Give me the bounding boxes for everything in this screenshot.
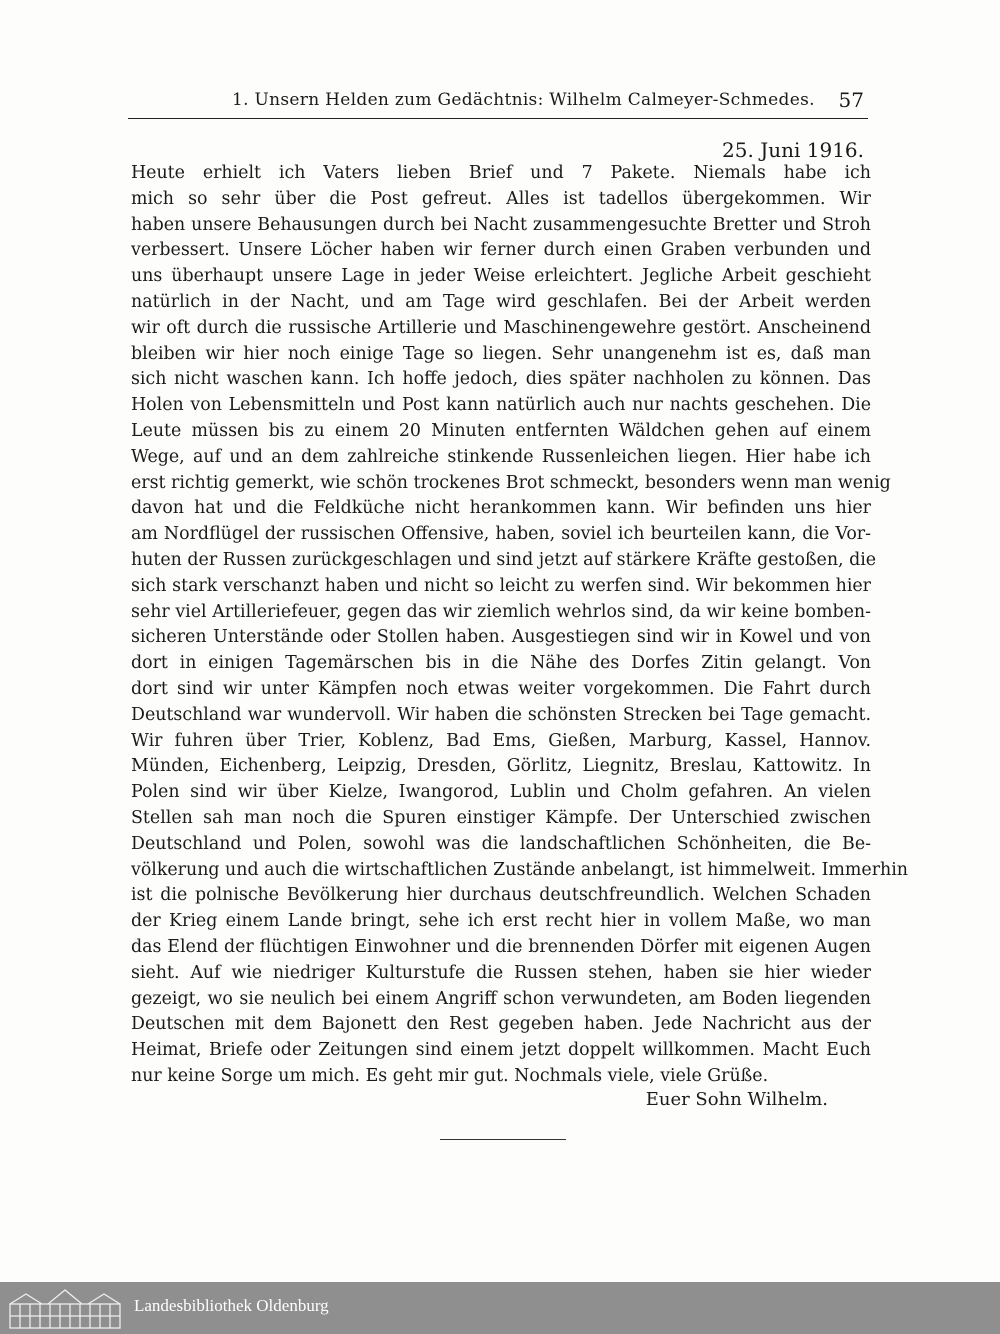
text-line: sicheren Unterstände oder Stollen haben. Ausgestiegen sind wir in Kowel und von — [131, 627, 871, 648]
running-header — [128, 88, 868, 118]
letter-date: 25. Juni 1916. — [722, 138, 864, 162]
text-line: Stellen sah man noch die Spuren einstiger Kämpfe. Der Unterschied zwischen — [131, 807, 871, 828]
text-line: Wege, auf und an dem zahlreiche stinkende Russenleichen liegen. Hier habe ich — [131, 446, 871, 467]
closing-rule — [440, 1139, 566, 1140]
text-line: mich so sehr über die Post gefreut. Alles ist tadellos übergekommen. Wir — [131, 188, 871, 209]
text-line: davon hat und die Feldküche nicht herankommen kann. Wir befinden uns hier — [131, 498, 871, 519]
text-line: Leute müssen bis zu einem 20 Minuten entfernten Wäldchen gehen auf einem — [131, 420, 871, 441]
text-line: natürlich in der Nacht, und am Tage wird geschlafen. Bei der Arbeit werden — [131, 291, 871, 312]
text-line: uns überhaupt unsere Lage in jeder Weise erleichtert. Jegliche Arbeit geschieht — [131, 266, 871, 287]
text-line: das Elend der flüchtigen Einwohner und die brennenden Dörfer mit eigenen Augen — [131, 936, 871, 957]
library-building-icon — [6, 1286, 124, 1330]
text-line: sich nicht waschen kann. Ich hoffe jedoch, dies später nachholen zu können. Das — [131, 369, 871, 390]
running-title: 1. Unsern Helden zum Gedächtnis: Wilhelm Calmeyer-Schmedes. — [232, 90, 815, 110]
footer-bar — [0, 1282, 1000, 1334]
text-line: huten der Russen zurückgeschlagen und sind jetzt auf stärkere Kräfte gestoßen, die — [131, 549, 877, 570]
text-line: Deutschen mit dem Bajonett den Rest gegeben haben. Jede Nachricht aus der — [131, 1014, 871, 1035]
text-line: sich stark verschanzt haben und nicht so leicht zu werfen sind. Wir bekommen hier — [131, 575, 871, 596]
letter-body — [131, 161, 908, 1090]
text-line: erst richtig gemerkt, wie schön trockenes Brot schmeckt, besonders wenn man wenig — [131, 472, 891, 493]
text-line: bleiben wir hier noch einige Tage so liegen. Sehr unangenehm ist es, daß man — [131, 343, 871, 364]
text-line: sehr viel Artilleriefeuer, gegen das wir ziemlich wehrlos sind, da wir keine bomben- — [131, 601, 871, 622]
text-line: Wir fuhren über Trier, Koblenz, Bad Ems, Gießen, Marburg, Kassel, Hannov. — [131, 730, 871, 751]
text-line: Heute erhielt ich Vaters lieben Brief und 7 Pakete. Niemals habe ich — [131, 163, 871, 183]
text-line: haben unsere Behausungen durch bei Nacht zusammengesuchte Bretter und Stroh — [131, 214, 871, 235]
library-name: Landesbibliothek Oldenburg — [134, 1296, 329, 1315]
text-line: wir oft durch die russische Artillerie und Maschinengewehre gestört. Anscheinend — [131, 317, 871, 338]
header-rule — [128, 118, 868, 119]
text-line: nur keine Sorge um mich. Es geht mir gut. Nochmals viele, viele Grüße. — [131, 1065, 769, 1086]
text-line: Deutschland war wundervoll. Wir haben die schönsten Strecken bei Tage gemacht. — [131, 704, 871, 725]
text-line: völkerung und auch die wirtschaftlichen Zustände anbelangt, ist himmelweit. Immerhin — [131, 859, 908, 880]
text-line: dort in einigen Tagemärschen bis in die Nähe des Dorfes Zitin gelangt. Von — [131, 653, 871, 674]
page-number: 57 — [838, 88, 864, 112]
text-line: verbessert. Unsere Löcher haben wir ferner durch einen Graben verbunden und — [131, 240, 871, 261]
text-line: Deutschland und Polen, sowohl was die landschaftlichen Schönheiten, die Be- — [131, 833, 871, 854]
letter-signature: Euer Sohn Wilhelm. — [645, 1089, 828, 1110]
text-line: Münden, Eichenberg, Leipzig, Dresden, Görlitz, Liegnitz, Breslau, Kattowitz. In — [131, 756, 871, 777]
text-line: ist die polnische Bevölkerung hier durchaus deutschfreundlich. Welchen Schaden — [131, 885, 871, 906]
text-line: Polen sind wir über Kielze, Iwangorod, Lublin und Cholm gefahren. An vielen — [131, 782, 871, 803]
text-line: Holen von Lebensmitteln und Post kann natürlich auch nur nachts geschehen. Die — [131, 395, 871, 416]
text-line: gezeigt, wo sie neulich bei einem Angriff schon verwundeten, am Boden liegenden — [131, 988, 871, 1009]
text-line: am Nordflügel der russischen Offensive, haben, soviel ich beurteilen kann, die Vor- — [131, 524, 871, 545]
text-line: der Krieg einem Lande bringt, sehe ich erst recht hier in vollem Maße, wo man — [131, 911, 871, 932]
text-line: dort sind wir unter Kämpfen noch etwas weiter vorgekommen. Die Fahrt durch — [131, 678, 871, 699]
text-line: Heimat, Briefe oder Zeitungen sind einem jetzt doppelt willkommen. Macht Euch — [131, 1040, 871, 1061]
text-line: sieht. Auf wie niedriger Kulturstufe die Russen stehen, haben sie hier wieder — [131, 962, 871, 983]
